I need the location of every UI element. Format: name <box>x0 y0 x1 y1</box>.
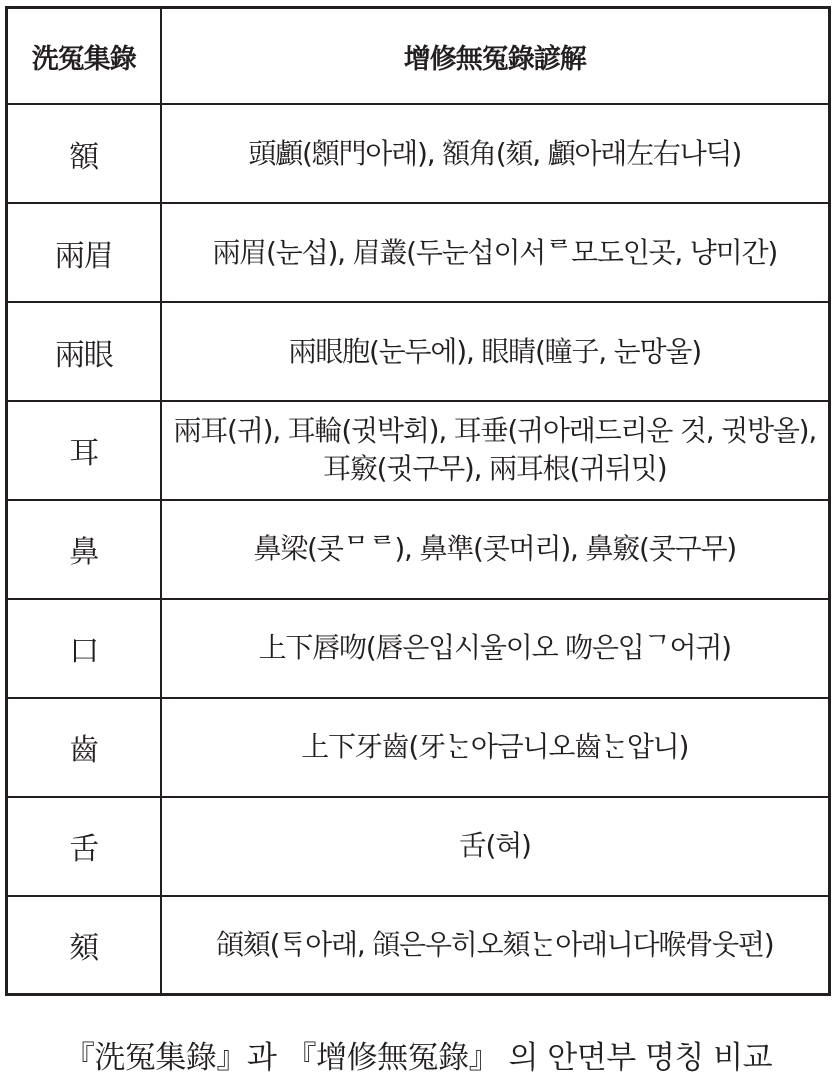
term-cell: 頦 <box>7 896 161 995</box>
description-cell: 上下牙齒(牙ᄂᆞᆫ아금니오齒ᄂᆞᆫ압니) <box>161 698 830 797</box>
description-cell: 頜頦(ᄐᆞᆨ아래, 頜은우히오頦ᄂᆞᆫ아래니다喉骨웃편) <box>161 896 830 995</box>
header-cell-source2: 增修無冤錄諺解 <box>161 8 830 105</box>
term-cell: 舌 <box>7 797 161 896</box>
table-row <box>7 401 830 500</box>
term-cell: 額 <box>7 104 161 203</box>
table-row <box>7 599 830 698</box>
table-row <box>7 203 830 302</box>
table-row <box>7 896 830 995</box>
term-cell: 鼻 <box>7 500 161 599</box>
table-row <box>7 104 830 203</box>
description-cell: 鼻梁(콧ᄆᄅ), 鼻準(콧머리), 鼻竅(콧구무) <box>161 500 830 599</box>
term-cell: 耳 <box>7 401 161 500</box>
table-row <box>7 500 830 599</box>
header-cell-source1: 洗冤集錄 <box>7 8 161 105</box>
term-cell: 兩眼 <box>7 302 161 401</box>
description-cell: 兩眉(눈섭), 眉叢(두눈섭이서ᄅ모도인곳, 냥미간) <box>161 203 830 302</box>
term-cell: 齒 <box>7 698 161 797</box>
term-cell: 口 <box>7 599 161 698</box>
table-row <box>7 302 830 401</box>
table-header-row <box>7 8 830 105</box>
description-cell: 頭顱(顖門아래), 額角(頦, 顱아래左右나딕) <box>161 104 830 203</box>
description-cell: 舌(혀) <box>161 797 830 896</box>
table-row <box>7 698 830 797</box>
description-cell: 兩眼胞(눈두에), 眼睛(瞳子, 눈망울) <box>161 302 830 401</box>
term-cell: 兩眉 <box>7 203 161 302</box>
table-caption: 『洗冤集錄』과 『增修無冤錄』 의 안면부 명칭 비교 <box>63 1040 773 1076</box>
description-cell: 兩耳(귀), 耳輪(귓박회), 耳垂(귀아래드리운 것, 귓방올), 耳竅(귓구무), 兩耳根(귀뒤밋) <box>161 401 830 500</box>
table-row <box>7 797 830 896</box>
comparison-table <box>5 6 831 996</box>
description-cell: 上下唇吻(唇은입시울이오 吻은입ᄀ어귀) <box>161 599 830 698</box>
